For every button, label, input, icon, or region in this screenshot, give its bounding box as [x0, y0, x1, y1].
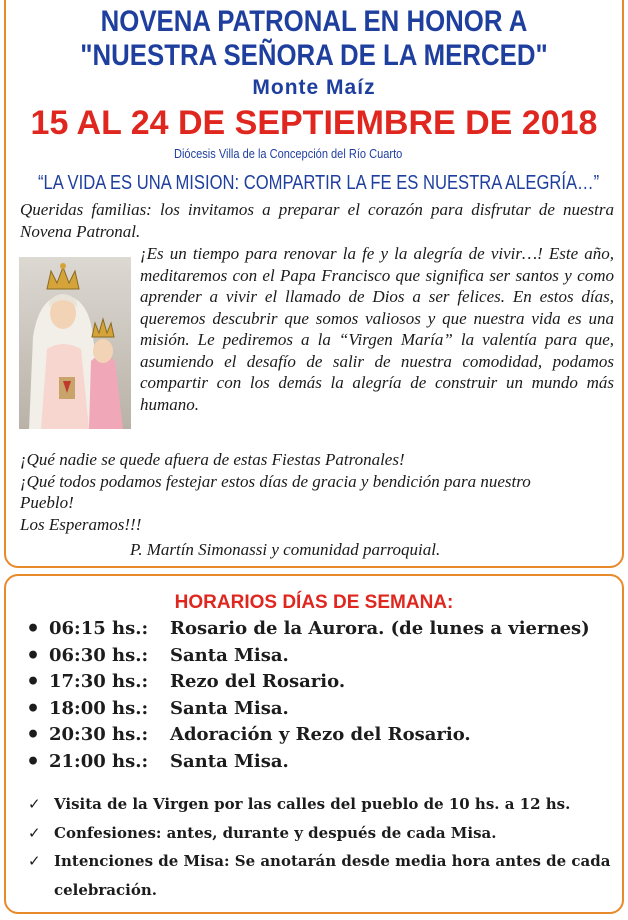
schedule-time: 06:15 hs.:	[49, 618, 149, 639]
note-item	[28, 790, 613, 819]
check-icon: ✓	[28, 823, 41, 842]
bullet-icon: •	[26, 748, 41, 775]
note-text: Confesiones: antes, durante y después de cada Misa.	[54, 823, 497, 842]
town-name: Monte Maíz	[252, 76, 376, 99]
closing-line-2a: ¡Qué todos podamos festejar estos días de gracia y bendición para nuestro	[20, 471, 531, 491]
title-line-2: "NUESTRA SEÑORA DE LA MERCED"	[80, 39, 548, 72]
bullet-icon: •	[26, 695, 41, 722]
schedule-time: 17:30 hs.:	[49, 671, 149, 692]
bullet-icon: •	[26, 669, 41, 695]
schedule-activity: Santa Misa.	[170, 750, 289, 772]
schedule-title: HORARIOS DÍAS DE SEMANA:	[174, 592, 454, 613]
title-line-1: NOVENA PATRONAL EN HONOR A	[100, 5, 528, 38]
signature: P. Martín Simonassi y comunidad parroquial.	[130, 540, 441, 559]
check-icon: ✓	[28, 852, 41, 870]
schedule-time: 20:30 hs.:	[49, 724, 149, 745]
bullet-icon: •	[26, 616, 41, 642]
check-icon: ✓	[28, 795, 41, 813]
letter-closing	[20, 449, 614, 535]
closing-line-2b: Pueblo!	[20, 493, 74, 512]
schedule-activity: Santa Misa.	[170, 697, 289, 719]
schedule-activity: Rezo del Rosario.	[170, 671, 346, 692]
schedule-time: 21:00 hs.:	[49, 750, 149, 772]
note-text: Intenciones de Misa: Se anotarán desde media hora antes de cada celebración.	[54, 852, 611, 899]
note-item	[28, 847, 613, 904]
motto: “LA VIDA ES UNA MISION: COMPARTIR LA FE ES NUESTRA ALEGRÍA…”	[38, 172, 600, 194]
letter-main: ¡Es un tiempo para renovar la fe y la alegría de vivir…! Este año, meditaremos con el Papa Francisco que significa ser santos y como aprender a vivir el llamado de Dios a ser felices. En estos días, queremos descubrir que somos valiosos y que nuestra vida es una misión. Le pediremos a la “Virgen María” la valentía para que, asumiendo el desafío de salir de nuestra comodidad, podamos compartir con los demás la alegría de construir un mundo más humano.	[140, 244, 614, 414]
schedule-activity: Adoración y Rezo del Rosario.	[170, 724, 471, 745]
closing-line-1: ¡Qué nadie se quede afuera de estas Fiestas Patronales!	[20, 450, 405, 469]
closing-line-3: Los Esperamos!!!	[20, 514, 142, 534]
diocese-label: Diócesis Villa de la Concepción del Río Cuarto	[174, 146, 403, 161]
bullet-icon: •	[26, 642, 41, 669]
schedule-time: 18:00 hs.:	[49, 697, 149, 719]
letter-intro: Queridas familias: los invitamos a preparar el corazón para disfrutar de nuestra Novena Patronal.	[20, 200, 614, 241]
note-text: Visita de la Virgen por las calles del pueblo de 10 hs. a 12 hs.	[54, 795, 571, 813]
virgin-image	[19, 257, 131, 429]
bullet-icon: •	[26, 722, 41, 748]
schedule-activity: Santa Misa.	[170, 644, 289, 666]
schedule-activity: Rosario de la Aurora. (de lunes a viernes)	[170, 618, 590, 639]
note-item	[28, 819, 613, 848]
schedule-time: 06:30 hs.:	[49, 644, 149, 666]
novena-dates: 15 AL 24 DE SEPTIEMBRE DE 2018	[30, 104, 598, 142]
notes-list	[28, 790, 613, 904]
